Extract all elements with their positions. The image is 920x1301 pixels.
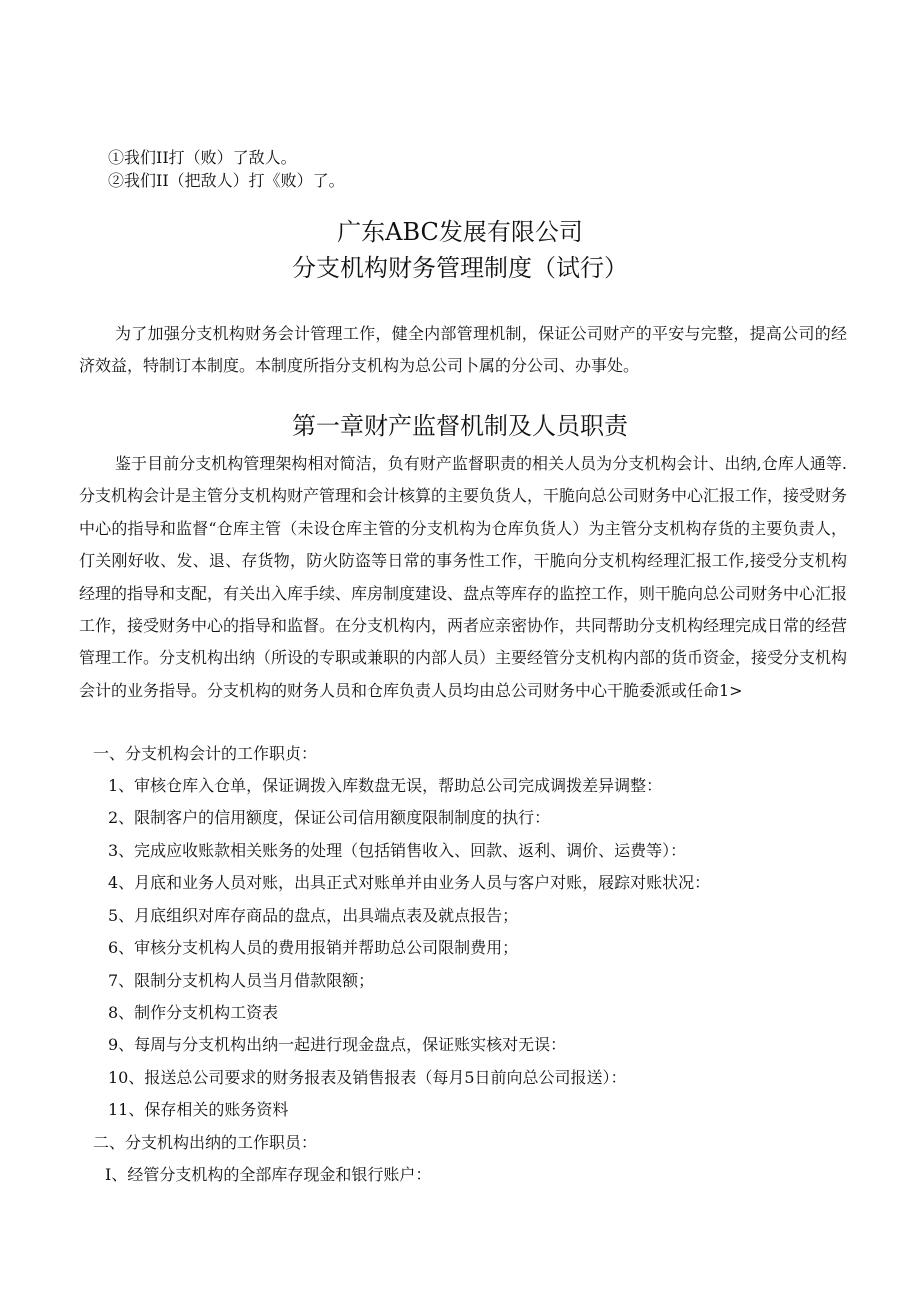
chapter-heading: 第一章财产监督机制及人员职责 [292, 412, 628, 440]
example-line-2: ②我们II（把敌人）打《败）了。 [108, 171, 345, 190]
list-item: 11、保存相关的账务资料 [108, 1100, 289, 1119]
document-title: 分支机构财务管理制度（试行） [292, 254, 628, 282]
list-item: 9、每周与分支机构出纳一起进行现金盘点，保证账实核对无误： [108, 1035, 567, 1054]
chapter-paragraph: 鉴于目前分支机构管理架构相对简洁，负有财产监督职责的相关人员为分支机构会计、出纳,仓库人通等.分支机构会计是主管分支机构财产管理和会计核算的主要负货人，干脆向总公司财务中心汇报工作，接受财务中心的指导和监督“仓库主管（未设仓库主管的分支机构为仓库负货人）为主管分支机构存货的主要负责人，仃关刚好收、发、退、存货物，防火防盗等日常的事务性工作，干脆向分支机构经理汇报工作,接受分支机构经理的指导和支配，有关出入库手续、库房制度建设、盘点等库存的监控工作，则干脆向总公司财务中心汇报工作，接受财务中心的指导和监督。在分支机构内，两者应亲密协作，共同帮助分支机构经理完成日常的经营管理工作。分支机构出纳（所设的专职或兼职的内部人员）主要经管分支机构内部的货币资金，接受分支机构会计的业务指导。分支机构的财务人员和仓库负责人员均由总公司财务中心干脆委派或任命1> [79, 454, 848, 700]
list-item: I、经管分支机构的全部库存现金和银行账户： [105, 1165, 432, 1184]
list-item: 5、月底组织对库存商品的盘点，出具端点表及就点报告； [108, 906, 519, 925]
intro-paragraph: 为了加强分支机构财务会计管理工作，健全内部管理机制，保证公司财产的平安与完整，提高公司的经济效益，特制订本制度。本制度所指分支机构为总公司卜属的分公司、办事处。 [79, 324, 847, 376]
list-item: 2、限制客户的信用额度，保证公司信用额度限制制度的执行： [108, 808, 551, 827]
list-item: 1、审核仓库入仓单，保证调拨入库数盘无误，帮助总公司完成调拨差异调整： [108, 776, 663, 795]
list-item: 8、制作分支机构工资表 [108, 1003, 279, 1022]
example-line-1: ①我们II打（败）了敌人。 [108, 148, 297, 167]
company-title: 广东ABC发展有限公司 [337, 218, 583, 246]
list-item: 7、限制分支机构人员当月借款限额； [108, 971, 375, 990]
list-item: 10、报送总公司要求的财务报表及销售报表（每月5日前向总公司报送）： [108, 1068, 627, 1087]
list-item: 3、完成应收账款相关账务的处理（包括销售收入、回款、返利、调价、运费等）： [108, 841, 687, 860]
list-item: 4、月底和业务人员对账，出具正式对账单并由业务人员与客户对账，屐踪对账状况： [108, 873, 711, 892]
list-item: 6、审核分支机构人员的费用报销并帮助总公司限制费用； [108, 938, 519, 957]
section-heading-cashier: 二、分支机构出纳的工作职员： [93, 1133, 318, 1152]
section-heading-accountant: 一、分支机构会计的工作职贞： [93, 744, 318, 763]
